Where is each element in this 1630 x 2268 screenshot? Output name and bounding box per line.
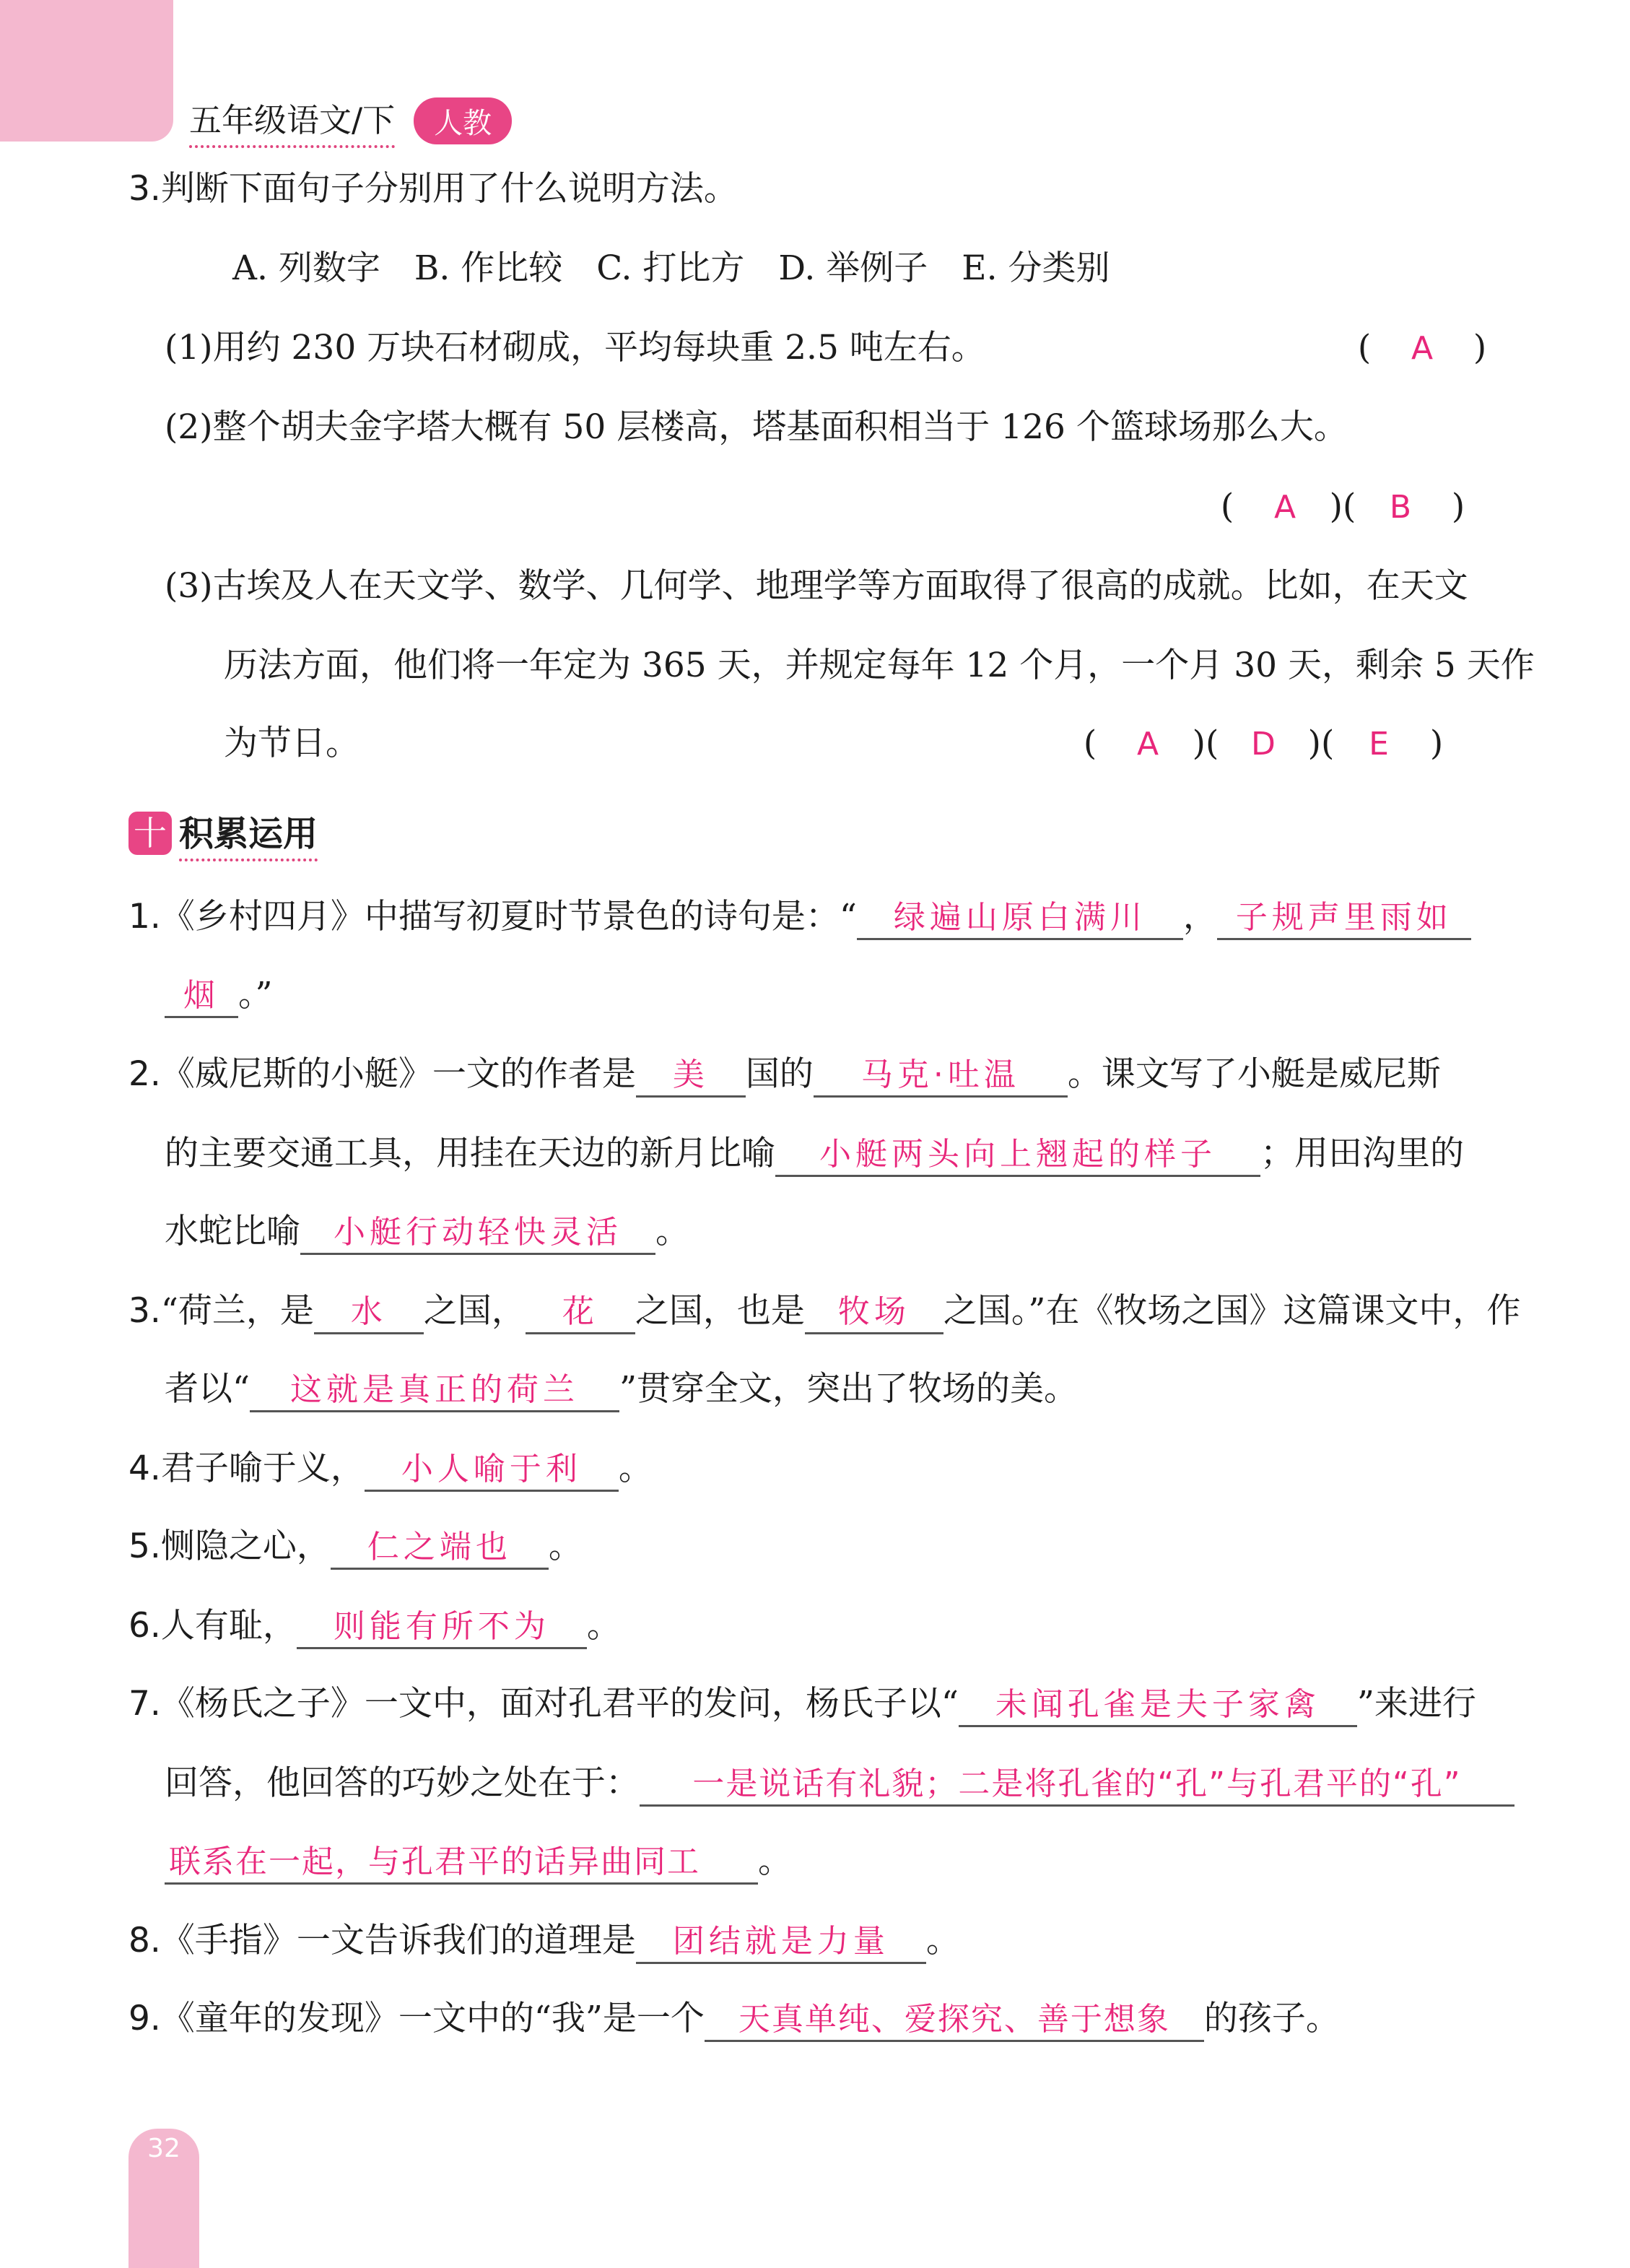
acc-q8: 8.《手指》一文告诉我们的道理是 团结就是力量 。 (128, 1918, 960, 1964)
section-number-icon: 十 (128, 812, 172, 855)
q3-item-2: (2)整个胡夫金字塔大概有 50 层楼高，塔基面积相当于 126 个篮球场那么大。 (165, 407, 1348, 447)
acc-q3-line2: 者以“ 这就是真正的荷兰 ”贯穿全文，突出了牧场的美。 (165, 1366, 1078, 1412)
acc-q6: 6.人有耻， 则能有所不为 。 (128, 1603, 621, 1649)
acc-q1-line2: 烟 。” (165, 972, 273, 1018)
header-title: 五年级语文/下 (189, 94, 395, 148)
q3-item-3: (3)古埃及人在天文学、数学、几何学、地理学等方面取得了很高的成就。比如，在天文 (165, 566, 1468, 606)
section-header (128, 807, 318, 859)
q3-item-3-line3: 为节日。 (224, 724, 359, 763)
page-number: 32 (147, 2134, 180, 2163)
acc-q2: 2.《威尼斯的小艇》一文的作者是 美 国的 马克·吐温 。课文写了小艇是威尼斯 (128, 1051, 1441, 1098)
q3-item-1-answer: ( A ) (1357, 328, 1487, 368)
q3-item-2-answer: ( A )( B ) (1220, 487, 1465, 526)
header-badge: 人教 (414, 97, 512, 144)
acc-q7-line2: 回答，他回答的巧妙之处在于： 一是说话有礼貌；二是将孔雀的“孔”与孔君平的“孔” (165, 1760, 1514, 1807)
corner-tab (0, 0, 173, 142)
acc-q5: 5.恻隐之心， 仁之端也 。 (128, 1524, 583, 1570)
acc-q9: 9.《童年的发现》一文中的“我”是一个 天真单纯、爱探究、善于想象 的孩子。 (128, 1996, 1340, 2042)
q3-prompt: 3.判断下面句子分别用了什么说明方法。 (128, 169, 738, 209)
acc-q3: 3.“荷兰，是 水 之国， 花 之国，也是 牧场 之国。”在《牧场之国》这篇课文中，作 (128, 1288, 1520, 1334)
acc-q2-line3: 水蛇比喻 小艇行动轻快灵活 。 (165, 1209, 689, 1255)
q3-item-1: (1)用约 230 万块石材砌成，平均每块重 2.5 吨左右。 (165, 328, 985, 368)
acc-q4: 4.君子喻于义， 小人喻于利 。 (128, 1446, 653, 1492)
page-header (189, 95, 512, 146)
acc-q7: 7.《杨氏之子》一文中，面对孔君平的发问，杨氏子以“ 未闻孔雀是夫子家禽 ”来进行 (128, 1681, 1476, 1727)
q3-item-3-answer: ( A )( D )( E ) (1083, 724, 1444, 763)
q3-item-3-line2: 历法方面，他们将一年定为 365 天，并规定每年 12 个月，一个月 30 天，剩余 5 天作 (224, 646, 1535, 685)
acc-q2-line2: 的主要交通工具，用挂在天边的新月比喻 小艇两头向上翘起的样子 ；用田沟里的 (165, 1131, 1464, 1177)
q3-options: A. 列数字 B. 作比较 C. 打比方 D. 举例子 E. 分类别 (232, 248, 1110, 288)
acc-q1: 1.《乡村四月》中描写初夏时节景色的诗句是：“ 绿遍山原白满川 ， 子规声里雨如 (128, 894, 1471, 940)
section-title: 积累运用 (179, 806, 318, 861)
acc-q7-line3: 联系在一起，与孔君平的话异曲同工 。 (165, 1838, 792, 1885)
